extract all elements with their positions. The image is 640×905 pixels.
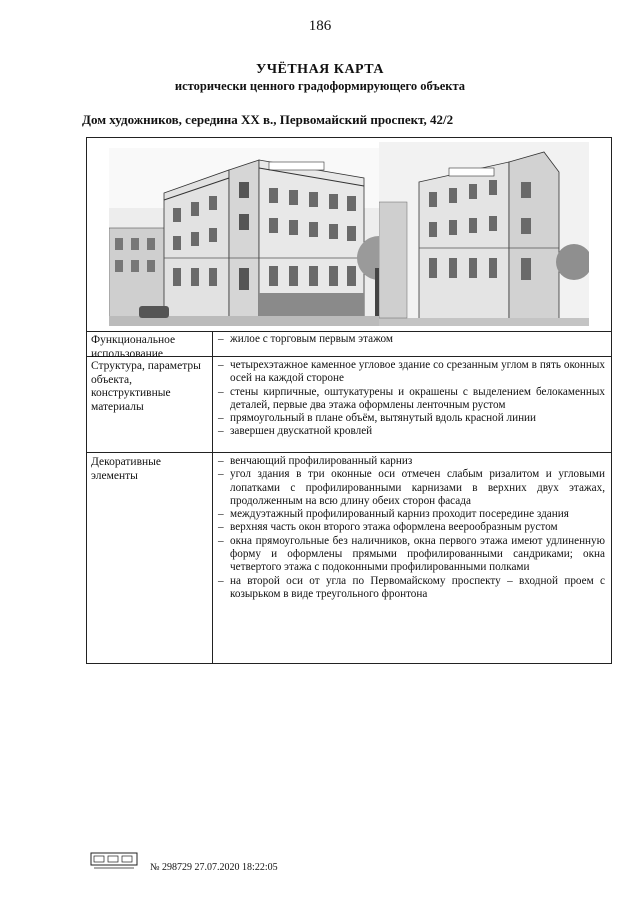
page-number: 186 [308, 18, 332, 34]
photo-row [87, 138, 611, 332]
record-card-table [86, 137, 612, 664]
document-registration-number: № 298729 27.07.2020 18:22:05 [150, 862, 278, 873]
list-item: – угол здания в три оконные оси отмечен слабым ризалитом и угловыми лопатками с профилированными карнизами в верхних двух этажах, продолженным на всю длину обеих сторон фасада [218, 468, 605, 508]
registry-stamp-icon [90, 852, 138, 870]
column-divider [212, 453, 213, 663]
row-label: Декоративные элементы [91, 456, 161, 482]
list-item: – на второй оси от угла по Первомайскому проспекту – входной проем с козырьком в виде треугольного фронтона [218, 575, 605, 602]
row-decorative-elements [87, 453, 611, 663]
list-item: – прямоугольный в плане объём, вытянутый вдоль красной линии [218, 412, 605, 425]
list-item: – окна прямоугольные без наличников, окна первого этажа имеют удлиненную форму и оформлены прямыми профилированными сандриками; окна четвертого этажа с подоконными профилированными полками [218, 535, 605, 575]
list-item: – междуэтажный профилированный карниз проходит посередине здания [218, 508, 605, 521]
row-items [218, 359, 605, 439]
row-items [218, 455, 605, 601]
row-items [218, 333, 605, 346]
building-photo-side [379, 142, 589, 326]
list-item: – жилое с торговым первым этажом [218, 333, 605, 346]
object-title: Дом художников, середина XX в., Первомайский проспект, 42/2 [82, 112, 454, 127]
row-label: Функциональное использование [91, 334, 176, 360]
card-subtitle: исторически ценного градоформирующего объекта [174, 79, 466, 93]
card-title: УЧЁТНАЯ КАРТА [255, 62, 385, 77]
list-item: – завершен двускатной кровлей [218, 425, 605, 438]
list-item: – четырехэтажное каменное угловое здание со срезанным углом в пять оконных осей на каждой стороне [218, 359, 605, 386]
column-divider [212, 357, 213, 452]
row-structure [87, 357, 611, 453]
list-item: – верхняя часть окон второго этажа оформлена веерообразным рустом [218, 521, 605, 534]
row-functional-use [87, 331, 611, 360]
list-item: – венчающий профилированный карниз [218, 455, 605, 468]
row-label: Структура, параметры объекта, конструктивные материалы [91, 360, 201, 413]
column-divider [212, 331, 213, 356]
list-item: – стены кирпичные, оштукатурены и окрашены с выделением белокаменных деталей, первые два этажа оформлены ленточным рустом [218, 386, 605, 413]
